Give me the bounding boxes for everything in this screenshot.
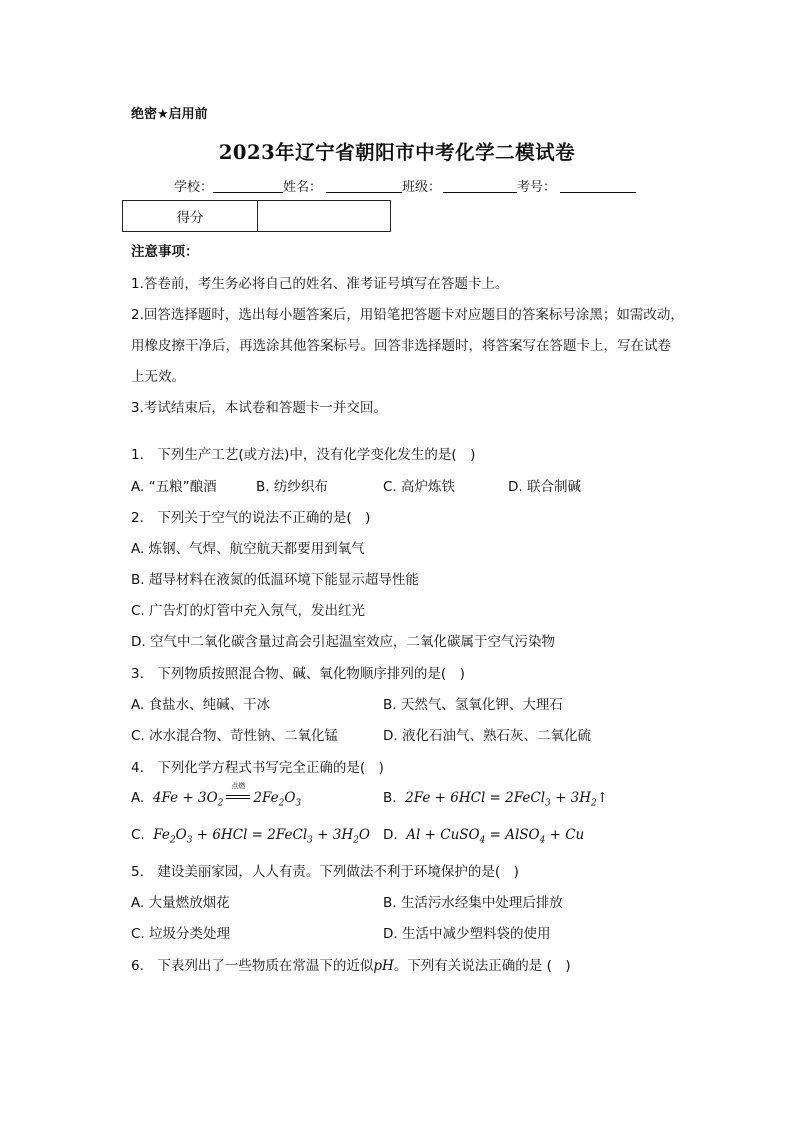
question-2-option-b[interactable]: B. 超导材料在液氮的低温环境下能显示超导性能 <box>131 572 419 588</box>
question-4-option-c[interactable] <box>131 827 370 846</box>
question-4-option-a[interactable] <box>131 782 302 809</box>
question-5-option-c[interactable]: C. 垃圾分类处理 <box>131 926 231 942</box>
notice-title: 注意事项： <box>131 244 199 260</box>
question-5-stem: 5. 建设美丽家园，人人有责。下列做法不利于环境保护的是( ) <box>131 864 519 880</box>
question-1-option-a[interactable]: A. “五粮”酿酒 <box>131 479 217 495</box>
question-4-option-d-letter: D. <box>383 827 398 843</box>
notice-item-3: 3.考试结束后，本试卷和答题卡一并交回。 <box>131 400 387 416</box>
exam-title: 2023年辽宁省朝阳市中考化学二模试卷 <box>218 141 576 164</box>
student-info-line <box>174 176 636 195</box>
score-table <box>122 200 391 232</box>
question-2-option-d[interactable]: D. 空气中二氧化碳含量过高会引起温室效应，二氧化碳属于空气污染物 <box>131 634 555 650</box>
score-label: 得分 <box>123 201 258 232</box>
notice-item-1: 1.答卷前，考生务必将自己的姓名、准考证号填写在答题卡上。 <box>131 276 509 292</box>
question-6-stem-prefix: 6. 下表列出了一些物质在常温下的近似 <box>131 958 374 974</box>
school-label: 学校： <box>174 180 214 195</box>
question-5-option-b[interactable]: B. 生活污水经集中处理后排放 <box>383 895 563 911</box>
equation-d: Al + CuSO$_4$ = AlSO$_4$ + Cu <box>401 827 585 846</box>
question-4-option-b-letter: B. <box>383 790 397 806</box>
school-blank[interactable] <box>213 178 283 193</box>
question-3-option-b[interactable]: B. 天然气、氢氧化钾、大理石 <box>383 697 563 713</box>
score-value[interactable] <box>258 201 391 232</box>
question-4-option-a-letter: A. <box>131 790 145 806</box>
question-1-stem: 1. 下列生产工艺(或方法)中，没有化学变化发生的是( ) <box>131 447 476 463</box>
equation-a: $4Fe + 3O_2$ 点燃 $2Fe_2O_3$ <box>148 782 302 809</box>
number-blank[interactable] <box>560 178 636 193</box>
question-6-ph: pH <box>373 958 394 974</box>
question-1-option-c[interactable]: C. 高炉炼铁 <box>383 479 456 495</box>
reaction-condition: 点燃 <box>223 790 253 806</box>
question-4-stem: 4. 下列化学方程式书写完全正确的是( ) <box>131 760 384 776</box>
question-2-option-c[interactable]: C. 广告灯的灯管中充入氖气，发出红光 <box>131 603 366 619</box>
confidential-label: 绝密★启用前 <box>131 107 208 122</box>
question-6-stem-suffix: 。下列有关说法正确的是 ( ) <box>393 958 571 974</box>
class-label: 班级： <box>402 180 442 195</box>
question-6-stem <box>131 954 571 974</box>
name-blank[interactable] <box>326 178 402 193</box>
question-5-option-d[interactable]: D. 生活中减少塑料袋的使用 <box>383 926 551 942</box>
question-1-option-d[interactable]: D. 联合制碱 <box>508 479 581 495</box>
question-3-option-c[interactable]: C. 冰水混合物、苛性钠、二氧化锰 <box>131 728 339 744</box>
equation-b: 2Fe + 6HCl = 2FeCl$_3$ + $3H_2↑$ <box>400 790 609 809</box>
question-3-option-a[interactable]: A. 食盐水、纯碱、干冰 <box>131 697 271 713</box>
question-4-option-b[interactable] <box>383 790 608 809</box>
notice-item-2: 2.回答选择题时，选出每小题答案后，用铅笔把答题卡对应题目的答案标号涂黑；如需改动， <box>131 307 684 323</box>
question-2-stem: 2. 下列关于空气的说法不正确的是( ) <box>131 510 371 526</box>
notice-item-2-end: 上无效。 <box>131 369 185 385</box>
question-4-option-d[interactable] <box>383 827 584 846</box>
class-blank[interactable] <box>443 178 517 193</box>
question-3-stem: 3. 下列物质按照混合物、碱、氧化物顺序排列的是( ) <box>131 666 465 682</box>
equation-c: $Fe_2O_3 + 6HCl$ = 2FeCl$_3$ + $3H_2O$ <box>149 827 370 846</box>
name-label: 姓名： <box>283 180 323 195</box>
notice-item-2-cont: 用橡皮擦干净后，再选涂其他答案标号。回答非选择题时，将答案写在答题卡上，写在试卷 <box>131 338 671 354</box>
question-3-option-d[interactable]: D. 液化石油气、熟石灰、二氧化硫 <box>383 728 591 744</box>
question-1-option-b[interactable]: B. 纺纱织布 <box>256 479 328 495</box>
number-label: 考号： <box>517 180 557 195</box>
question-4-option-c-letter: C. <box>131 827 145 843</box>
question-2-option-a[interactable]: A. 炼钢、气焊、航空航天都要用到氧气 <box>131 541 365 557</box>
question-5-option-a[interactable]: A. 大量燃放烟花 <box>131 895 230 911</box>
